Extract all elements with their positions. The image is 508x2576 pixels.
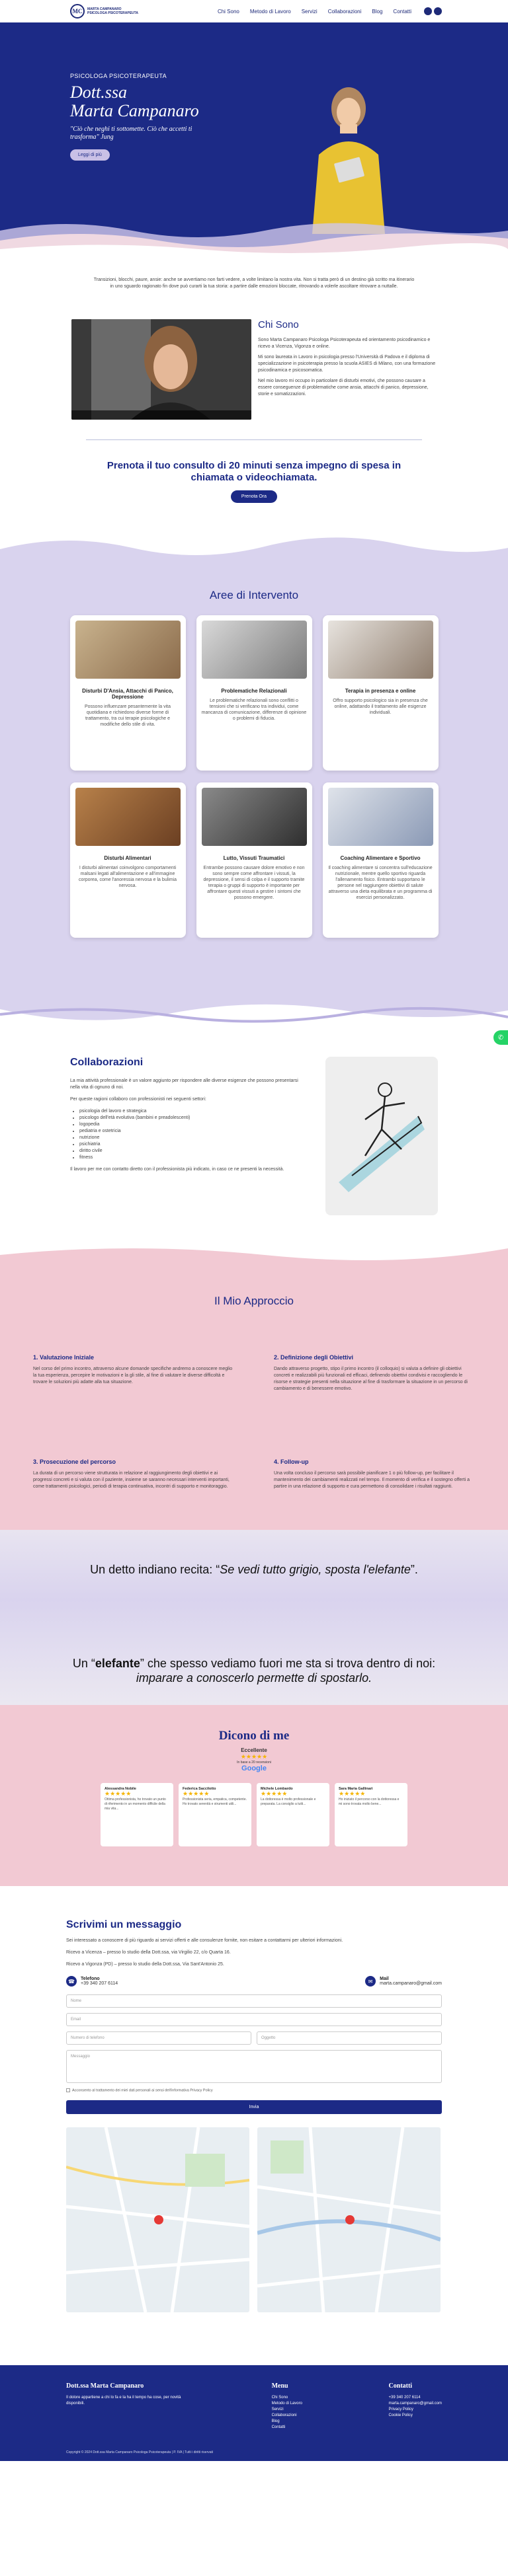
nav-item-chi-sono[interactable]: Chi Sono — [217, 8, 239, 15]
step-text: Una volta concluso il percorso sarà possibile pianificare 1 o più follow-up, per facilitare il mantenimento dei cambiamenti realizzati nel tempo. Il momento di verifica e il sostegno offerti a partire in una relazione di supporto e cura permettono di consolidare i risultati raggiunti. — [274, 1471, 470, 1489]
video-thumbnail — [71, 319, 251, 420]
nav-item-collaborazioni[interactable]: Collaborazioni — [327, 8, 362, 15]
footer — [0, 2365, 508, 2461]
footer-link[interactable]: Blog — [271, 2419, 280, 2424]
aree-section — [0, 562, 508, 991]
chi-sono-p3: Nel mio lavoro mi occupo in particolare di disturbi emotivi, che possono causare a essere conseguenze di problematiche come ansia, attacchi di panico, depressione, storie e somatizzazioni. — [258, 379, 429, 397]
privacy-label: Acconsento al trattamento dei miei dati personali ai sensi dell'informativa Privacy Policy — [72, 2088, 213, 2093]
intro-video[interactable] — [71, 319, 251, 420]
nav-item-contatti[interactable]: Contatti — [393, 8, 411, 15]
area-card-text: I disturbi alimentari coinvolgono comportamenti malsani legati all'alimentazione e all'immagine corporea, come l'anoressia nervosa e la bulimia nervosa. — [78, 866, 177, 888]
area-card[interactable] — [70, 782, 186, 938]
phone-icon: ☎ — [66, 1976, 77, 1987]
cta-title: Prenota il tuo consulto di 20 minuti senza impegno di spesa in chiamata o videochiamata. — [106, 460, 402, 483]
collab-p2: Per queste ragioni collaboro con professionisti nei seguenti settori: — [70, 1097, 206, 1102]
contact-p2: Ricevo a Vicenza – presso lo studio della Dott.ssa, via Virgilio 22, c/o Quarta 16. — [66, 1950, 231, 1955]
review-card[interactable]: Federica Saccilotto ★★★★★ Professionista seria, empatica, competente. Ho trovato serenità e strumenti utili... — [179, 1783, 251, 1846]
area-card[interactable] — [323, 615, 439, 771]
subject-input[interactable]: Oggetto — [257, 2031, 442, 2045]
approach-step — [33, 1354, 234, 1392]
rating-stars: ★★★★★ — [240, 1753, 268, 1760]
contact-section — [0, 1886, 508, 2339]
area-card-text: Le problematiche relazionali sono conflitti o tensioni che si verificano tra individui, come mancanza di comunicazione, differenze di opinione o problemi di fiducia. — [201, 699, 307, 721]
mail-info[interactable]: ✉ Mail marta.campanaro@gmail.com — [365, 1976, 442, 1987]
whatsapp-icon[interactable]: ✆ — [493, 1030, 508, 1045]
hero-quote: "Ciò che neghi ti sottomette. Ciò che accetti ti trasforma" Jung — [70, 126, 192, 141]
area-card[interactable] — [196, 782, 312, 938]
approccio-section — [0, 1268, 508, 1530]
hero-read-more-button[interactable]: Leggi di più — [70, 149, 110, 161]
collab-p1: La mia attività professionale è un valore aggiunto per rispondere alle diverse esigenze che possono presentarsi nella vita di ognuno di noi. — [70, 1079, 298, 1090]
prenota-button[interactable]: Prenota Ora — [231, 490, 277, 503]
collab-title: Collaborazioni — [70, 1057, 144, 1068]
contact-p1: Sei interessato a conoscere di più riguardo ai servizi offerti e alle consulenze fornite, non esitare a contattarmi per ulteriori informazioni. — [66, 1938, 343, 1943]
area-card-image — [202, 788, 307, 846]
email-input[interactable]: Email — [66, 2013, 442, 2026]
cta-section — [0, 440, 508, 529]
footer-brand-text: Il dolore appartiene a chi lo fa e la ha il tempo ha cose, per novità disponibili. — [66, 2396, 181, 2406]
area-card-image — [328, 621, 433, 679]
chi-sono-section — [0, 297, 508, 439]
collab-list — [79, 1108, 299, 1161]
map-pin-icon — [154, 2215, 163, 2224]
footer-link[interactable]: Metodo di Lavoro — [271, 2402, 302, 2406]
logo-sub: PSICOLOGA PSICOTERAPEUTA — [87, 11, 138, 15]
saying-line-1: Un detto indiano recita: “Se vedi tutto grigio, sposta l'elefante”. — [90, 1563, 418, 1576]
aree-title: Aree di Intervento — [209, 589, 299, 601]
list-item: • psicologia del lavoro e strategica — [79, 1108, 299, 1115]
footer-link[interactable]: Chi Sono — [271, 2396, 288, 2400]
saying-section — [0, 1530, 508, 1705]
step-text: La durata di un percorso viene strutturata in relazione al raggiungimento degli obiettivi e ai progressi concreti e si valuta con il paziente, insieme se saranno necessari interventi importanti, come trattamenti psicologici, periodi di terapia continuativa, incontri di supporto e monitoraggio. — [33, 1471, 230, 1489]
step-text: Dando attraverso progetto, stipo il primo incontro (il colloquio) si valuta a definire gli obiettivi concreti e realizzabili più funzionali ed efficaci, definendo obiettivi condivisi e raccogliendo le risorse e strategie presenti nella situazione al fine di trasformare la situazione in un percorso di cambiamento e di benessere emotivo. — [274, 1367, 468, 1391]
collaborazioni-section — [0, 1030, 508, 1242]
footer-link[interactable]: Servizi — [271, 2407, 284, 2412]
area-card-title: Coaching Alimentare e Sportivo — [340, 855, 421, 861]
step-title: 3. Prosecuzione del percorso — [33, 1458, 116, 1465]
approach-step — [274, 1458, 475, 1490]
mail-icon: ✉ — [365, 1976, 376, 1987]
hero-kicker: PSICOLOGA PSICOTERAPEUTA — [70, 73, 167, 79]
main-menu — [218, 7, 442, 15]
area-card-title: Terapia in presenza e online — [345, 688, 416, 694]
area-card[interactable] — [196, 615, 312, 771]
list-item: • pediatria e ostetricia — [79, 1128, 299, 1135]
map-pin-icon — [345, 2215, 355, 2224]
reviews-section — [0, 1705, 508, 1886]
divider — [86, 439, 422, 440]
facebook-icon[interactable]: f — [424, 7, 432, 15]
map-vicenza[interactable] — [66, 2127, 249, 2312]
video-controls[interactable] — [71, 410, 251, 420]
area-card-image — [75, 788, 181, 846]
area-card-title: Problematiche Relazionali — [221, 688, 287, 694]
copyright: Copyright © 2024 Dott.ssa Marta Campanaro Psicologa Psicoterapeuta | P. IVA | Tutti i diritti riservati — [66, 2450, 214, 2455]
collab-p3: Il lavoro per me con contatto diretto con il professionista più indicato, in caso ce ne presenti la necessità. — [70, 1167, 284, 1172]
area-card-text: Entrambe possono causare dolore emotivo e non sono sempre come affrontare i vissuti, la depressione, il sensi di colpa e il supporto tramite terapia o gruppi di supporto è importante per affrontare questi vissuti a gestire i sintomi che possono emergere. — [203, 866, 305, 900]
list-item: • logopedia — [79, 1121, 299, 1128]
footer-menu-title: Menu — [271, 2382, 288, 2390]
footer-brand: Dott.ssa Marta Campanaro — [66, 2382, 144, 2390]
privacy-checkbox[interactable] — [66, 2088, 70, 2092]
step-text: Nel corso del primo incontro, attraverso alcune domande specifiche andremo a conoscere meglio la tua esperienza, percepire le motivazioni e la gli stile, al fine di valutare le diverse difficoltà e trovare le soluzioni più adatte alla tua situazione. — [33, 1367, 233, 1384]
list-item: • diritto civile — [79, 1148, 299, 1155]
logo-mark: MC — [70, 4, 85, 19]
approccio-wave-top — [0, 1242, 508, 1268]
nav-item-metodo[interactable]: Metodo di Lavoro — [249, 8, 291, 15]
approccio-title: Il Mio Approccio — [214, 1295, 294, 1307]
top-nav — [0, 0, 508, 22]
step-title: 2. Definizione degli Obiettivi — [274, 1354, 354, 1361]
contact-title: Scrivimi un messaggio — [66, 1919, 182, 1930]
review-card[interactable]: Alessandra Nobile ★★★★★ Ottima professionista, ho trovato un punto di riferimento in un momento difficile della mia vita... — [101, 1783, 173, 1846]
list-item: • fitness — [79, 1155, 299, 1161]
reviews-title: Dicono di me — [218, 1729, 290, 1743]
chi-sono-title: Chi Sono — [258, 319, 299, 330]
area-card-image — [75, 621, 181, 679]
footer-link[interactable]: Contatti — [271, 2425, 286, 2430]
area-card-text: Offro supporto psicologico sia in presenza che online, adattando il trattamento alle esigenze individuali. — [333, 699, 428, 715]
step-title: 4. Follow-up — [274, 1458, 309, 1465]
saying-line-2: Un “elefante” che spesso vediamo fuori me sta si trova dentro di noi: imparare a conoscerlo permette di spostarlo. — [72, 1657, 436, 1685]
area-card-image — [202, 621, 307, 679]
map-vigonza[interactable] — [257, 2127, 441, 2312]
nav-item-blog[interactable]: Blog — [372, 8, 383, 15]
phone-input[interactable]: Numero di telefono — [66, 2031, 251, 2045]
review-card[interactable]: Sara Maria Gallinari ★★★★★ Ho iniziato il percorso con la dottoressa e mi sono trovata molto bene... — [335, 1783, 407, 1846]
contact-p3: Ricevo a Vigonza (PD) – presso lo studio della Dott.ssa, Via Sant'Antonio 25. — [66, 1962, 224, 1967]
area-card-title: Disturbi Alimentari — [104, 855, 151, 861]
aree-wave-top — [0, 529, 508, 562]
intro-text: Transizioni, blocchi, paure, ansie: anche se avvertiamo non farti vedere, a volte limitano la nostra vita. Non si tratta però di un destino già scritto ma itinerario in uno sguardo ragionato fin dove può curarti la tua storia: a partire dalle emozioni bloccate, ritrovando a volerle ascoltare ritrovare a nuttalle. — [93, 278, 415, 289]
area-card[interactable] — [70, 615, 186, 771]
review-card[interactable]: Michele Lombardo ★★★★★ La dottoressa è molto professionale e preparata. La consiglio a tutti... — [257, 1783, 329, 1846]
area-card-text: Possono influenzare pesantemente la vita quotidiana e richiedono diverse forme di trattamento, tra cui terapie psicologiche e modifiche dello stile di vita. — [85, 704, 171, 727]
footer-link[interactable]: Collaborazioni — [271, 2413, 297, 2418]
logo-name: MARTA CAMPANARO — [87, 7, 122, 11]
phone-info[interactable]: ☎ Telefono +39 340 207 6114 — [66, 1976, 118, 1987]
nav-item-servizi[interactable]: Servizi — [301, 8, 318, 15]
list-item: • psicologo dell'età evolutiva (bambini e preadolescenti) — [79, 1115, 299, 1121]
footer-contact-title: Contatti — [388, 2382, 413, 2390]
area-card-text: Il coaching alimentare si concentra sull'educazione nutrizionale, mentre quello sportivo riguarda l'allenamento fisico. Entrambi supportano le persone nel raggiungere obiettivi di salute attraverso una dieta equilibrata e un programma di esercizi personalizzato. — [328, 866, 433, 900]
hero — [0, 22, 508, 257]
aree-wave-bottom — [0, 991, 508, 1030]
collab-illustration — [325, 1057, 438, 1215]
chi-sono-p2: Mi sono laureata in Lavoro in psicologia presso l'Università di Padova e il diploma di specializzazione in psicoterapia presso la scuola ASIES di Milano, con una formazione psicodinamica e psicosomatica. — [258, 355, 436, 373]
area-card-title: Lutto, Vissuti Traumatici — [223, 855, 285, 861]
approach-step — [33, 1458, 234, 1490]
footer-privacy-link[interactable]: Privacy Policy — [388, 2407, 413, 2412]
area-card-image — [328, 788, 433, 846]
footer-phone[interactable]: +39 340 207 6114 — [388, 2396, 421, 2400]
instagram-icon[interactable]: ◎ — [434, 7, 442, 15]
name-input[interactable]: Nome — [66, 1994, 442, 2008]
list-item: • nutrizione — [79, 1135, 299, 1141]
step-title: 1. Valutazione Iniziale — [33, 1354, 95, 1361]
reviews-basis: In base a 20 recensioni — [237, 1761, 271, 1764]
footer-mail[interactable]: marta.campanaro@gmail.com — [388, 2402, 442, 2406]
area-card-title: Disturbi D'Ansia, Attacchi di Panico, Depressione — [82, 688, 173, 700]
approach-step — [274, 1354, 475, 1392]
area-card[interactable] — [323, 782, 439, 938]
hero-wave — [0, 211, 508, 257]
list-item: • psichiatria — [79, 1141, 299, 1148]
logo[interactable] — [70, 4, 138, 19]
hero-title: Dott.ssa Marta Campanaro — [70, 83, 199, 120]
message-textarea[interactable]: Messaggio — [66, 2050, 442, 2083]
footer-cookie-link[interactable]: Cookie Policy — [388, 2413, 413, 2418]
reviews-rating: Eccellente — [241, 1747, 267, 1753]
chi-sono-p1: Sono Marta Campanaro Psicologa Psicoterapeuta ed orientamento psicodinamico e ricevo a Vicenza, Vigonza e online. — [258, 338, 431, 349]
google-logo: Google — [241, 1764, 267, 1772]
submit-button[interactable]: Invia — [66, 2100, 442, 2114]
